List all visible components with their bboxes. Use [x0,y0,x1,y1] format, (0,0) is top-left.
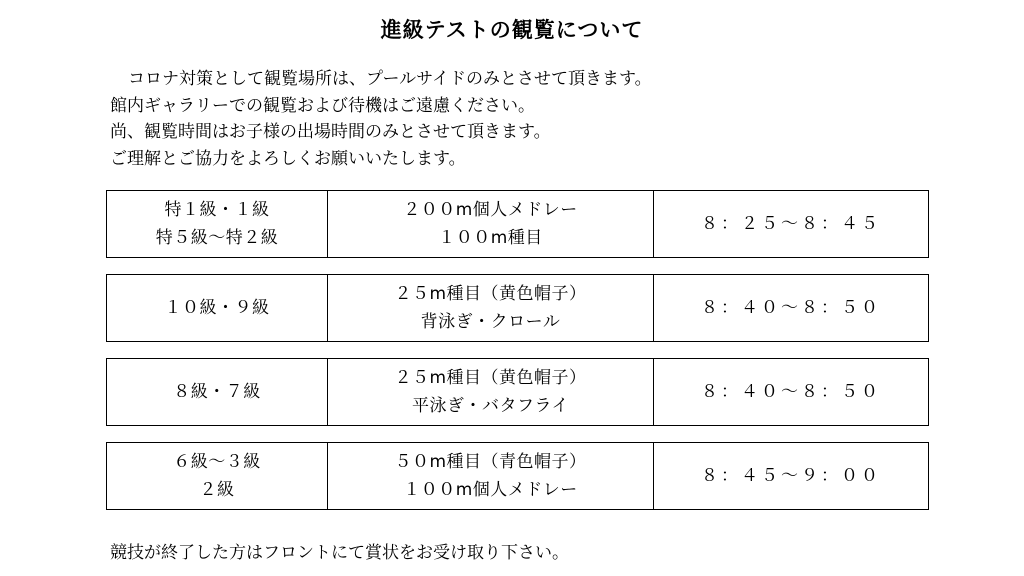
intro-line: コロナ対策として観覧場所は、プールサイドのみとさせて頂きます。 [128,69,652,89]
grade-line: 特５級～特２級 [155,228,279,248]
schedule-table-1 [106,190,929,258]
intro-line: 尚、観覧時間はお子様の出場時間のみとさせて頂きます。 [110,122,551,142]
event-line: ５０m種目（青色帽子） [394,452,587,472]
grade-cell [107,359,327,425]
page-title: 進級テストの観覧について [380,18,644,42]
grade-cell [107,443,327,509]
time-cell [653,443,928,509]
grade-cell [107,191,327,257]
intro-line: 館内ギャラリーでの観覧および待機はご遠慮ください。 [110,95,535,116]
event-cell [327,275,653,341]
time-value: ８：２５～８：４５ [701,214,881,234]
grade-line: 特１級・１級 [164,200,270,220]
footer-note: 競技が終了した方はフロントにて賞状をお受け取り下さい。 [110,543,569,563]
schedule-table-3 [106,358,929,426]
event-line: １００m種目 [438,228,543,248]
schedule-table-4 [106,442,929,510]
event-line: ２５m種目（黄色帽子） [394,368,587,388]
event-line: ２５m種目（黄色帽子） [394,284,587,304]
intro-paragraph [110,66,930,172]
time-cell [653,359,928,425]
time-value: ８：４０～８：５０ [701,298,881,318]
event-line: ２００m個人メドレー [403,200,578,220]
event-cell [327,443,653,509]
grade-line: ６級～３級 [173,452,261,472]
event-line: 背泳ぎ・クロール [420,312,561,332]
intro-line: ご理解とご協力をよろしくお願いいたします。 [110,148,466,169]
grade-cell [107,275,327,341]
time-cell [653,191,928,257]
grade-line: １０級・９級 [164,298,270,318]
schedule-table-2 [106,274,929,342]
time-value: ８：４０～８：５０ [701,382,881,402]
grade-line: ８級・７級 [173,382,261,402]
event-line: １００m個人メドレー [403,480,578,500]
grade-line: ２級 [199,480,235,500]
time-cell [653,275,928,341]
event-cell [327,359,653,425]
event-line: 平泳ぎ・バタフライ [412,396,569,416]
time-value: ８：４５～９：００ [701,466,881,486]
event-cell [327,191,653,257]
